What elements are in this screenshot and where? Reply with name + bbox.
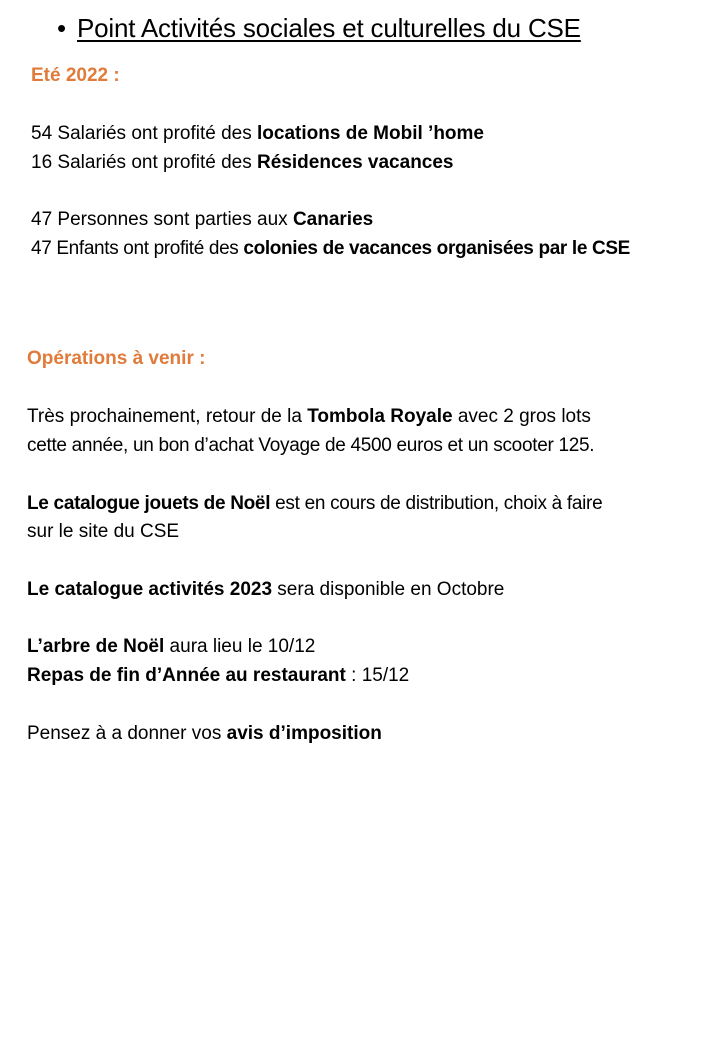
summer-line-text: 47 Enfants ont profité des — [31, 238, 244, 259]
title-bullet: • — [57, 13, 66, 43]
upcoming-heading: Opérations à venir : — [27, 348, 206, 369]
tombola-line-1 — [27, 403, 591, 431]
arbre-noel-text: aura lieu le 10/12 — [164, 636, 316, 657]
catalogue-noel-line-1 — [27, 490, 602, 518]
repas-text: : 15/12 — [345, 665, 410, 686]
catalogue-activites-text: sera disponible en Octobre — [272, 579, 505, 600]
summer-line-mobilhome — [31, 120, 484, 148]
page-title — [57, 12, 581, 44]
repas-line — [27, 662, 409, 690]
tombola-bold: Tombola Royale — [307, 406, 453, 427]
summer-line-residences — [31, 149, 454, 177]
tombola-text-before: Très prochainement, retour de la — [27, 406, 308, 427]
catalogue-activites-bold: Le catalogue activités 2023 — [27, 579, 273, 600]
summer-line-bold: Canaries — [292, 209, 374, 230]
summer-line-text: 47 Personnes sont parties aux — [31, 209, 293, 230]
catalogue-noel-bold: Le catalogue jouets de Noël — [27, 493, 271, 514]
summer-line-bold: Résidences vacances — [257, 152, 454, 173]
summer-line-canaries — [31, 206, 373, 234]
avis-text: Pensez à a donner vos — [27, 723, 227, 744]
tombola-line-2: cette année, un bon d’achat Voyage de 4500 euros et un scooter 125. — [27, 435, 595, 456]
catalogue-noel-text: est en cours de distribution, choix à faire — [270, 493, 603, 514]
catalogue-noel-line-2: sur le site du CSE — [27, 521, 180, 542]
repas-bold: Repas de fin d’Année au restaurant — [27, 665, 346, 686]
arbre-noel-bold: L’arbre de Noël — [27, 636, 165, 657]
summer-line-text: 54 Salariés ont profité des — [31, 123, 258, 144]
avis-imposition-line — [27, 720, 382, 748]
summer-line-colonies — [31, 235, 630, 263]
catalogue-activites-line — [27, 576, 504, 604]
summer-line-bold: colonies de vacances organisées par le CSE — [243, 238, 630, 259]
title-text: Point Activités sociales et culturelles du CSE — [77, 13, 581, 43]
avis-bold: avis d’imposition — [226, 723, 382, 744]
summer-line-text: 16 Salariés ont profité des — [31, 152, 258, 173]
tombola-text-after: avec 2 gros lots — [452, 406, 591, 427]
arbre-noel-line — [27, 633, 315, 661]
summer-line-bold: locations de Mobil ’home — [257, 123, 484, 144]
summer-heading: Eté 2022 : — [31, 65, 120, 86]
